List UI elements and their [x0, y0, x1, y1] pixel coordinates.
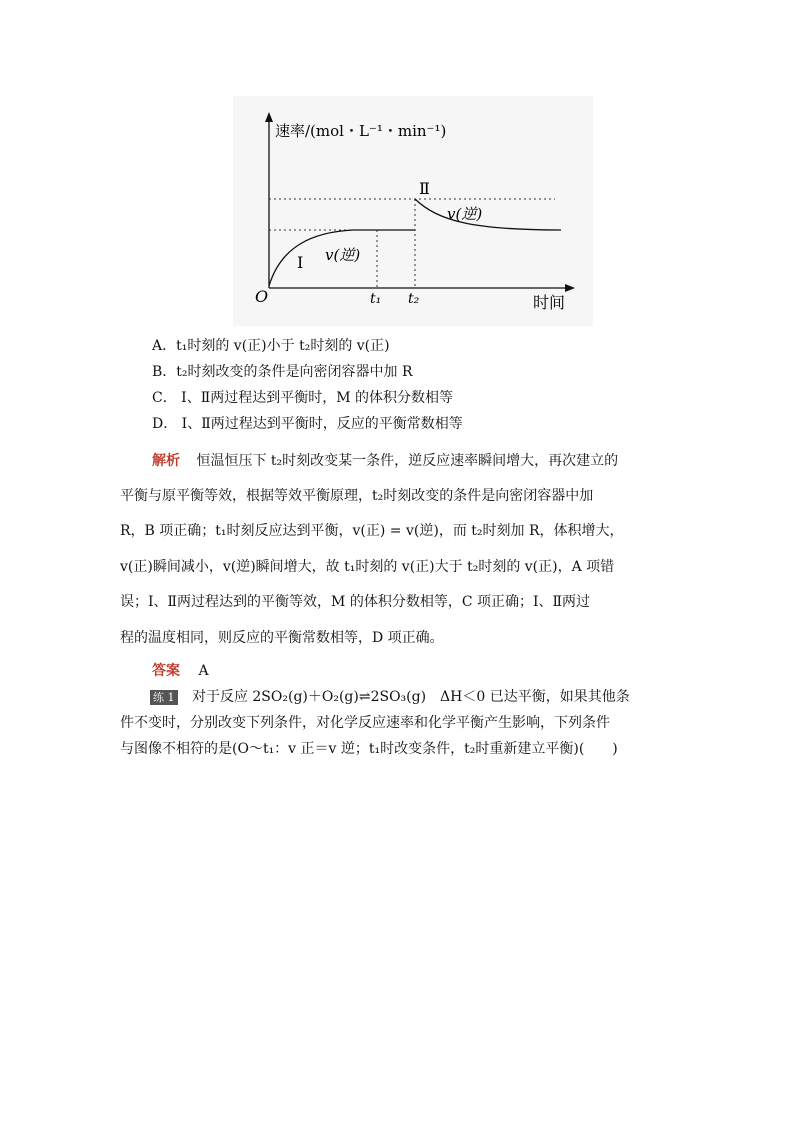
option-a: A．t₁时刻的 v(正)小于 t₂时刻的 v(正) — [152, 338, 390, 354]
region-I-label: Ⅰ — [297, 253, 304, 272]
analysis-line-2: 平衡与原平衡等效，根据等效平衡原理，t₂时刻改变的条件是向密闭容器中加 — [120, 488, 594, 504]
t1-label: t₁ — [370, 291, 382, 307]
analysis-label: 解析 — [152, 453, 180, 469]
region-II-label: Ⅱ — [419, 179, 430, 198]
rate-time-figure — [233, 96, 593, 326]
practice-text-1: 对于反应 2SO₂(g)＋O₂(g)⇌2SO₃(g) ΔH＜0 已达平衡，如果其他条 — [191, 689, 630, 705]
t2-label: t₂ — [408, 291, 420, 307]
practice-line-1 — [150, 686, 710, 706]
origin-label: O — [255, 287, 269, 306]
curve-II — [415, 199, 561, 230]
analysis-line-1 — [152, 450, 712, 470]
answer-label: 答案 — [152, 663, 180, 679]
x-axis-label: 时间 — [533, 293, 566, 312]
y-axis-label: 速率/(mol・L⁻¹・min⁻¹) — [275, 122, 447, 140]
practice-line-3: 与图像不相符的是(O～t₁：v 正＝v 逆；t₁时改变条件，t₂时重新建立平衡)( ) — [120, 741, 618, 757]
option-c: C． Ⅰ、Ⅱ两过程达到平衡时，M 的体积分数相等 — [152, 390, 453, 406]
option-b: B．t₂时刻改变的条件是向密闭容器中加 R — [152, 364, 413, 380]
analysis-text-1: 恒温恒压下 t₂时刻改变某一条件，逆反应速率瞬间增大，再次建立的 — [196, 453, 619, 469]
analysis-line-5: 误；Ⅰ、Ⅱ两过程达到的平衡等效，M 的体积分数相等，C 项正确；Ⅰ、Ⅱ两过 — [120, 594, 591, 610]
practice-line-2: 件不变时，分别改变下列条件，对化学反应速率和化学平衡产生影响，下列条件 — [120, 715, 610, 731]
practice-tag: 练 1 — [150, 690, 178, 705]
analysis-line-6: 程的温度相同，则反应的平衡常数相等，D 项正确。 — [120, 630, 444, 646]
curve-label-1: v(逆) — [325, 246, 361, 264]
x-axis-arrow — [565, 284, 575, 292]
curve-label-2: v(逆) — [447, 205, 483, 223]
answer-line — [152, 660, 712, 680]
analysis-line-3: R，B 项正确；t₁时刻反应达到平衡，v(正) = v(逆)，而 t₂时刻加 R，体积增大， — [120, 523, 624, 539]
option-d: D． Ⅰ、Ⅱ两过程达到平衡时，反应的平衡常数相等 — [152, 416, 463, 432]
answer-value: A — [198, 663, 209, 679]
y-axis-arrow — [265, 112, 273, 122]
rate-time-graph — [233, 96, 593, 326]
analysis-line-4: v(正)瞬间减小，v(逆)瞬间增大，故 t₁时刻的 v(正)大于 t₂时刻的 v(正)，A 项错 — [120, 559, 615, 575]
